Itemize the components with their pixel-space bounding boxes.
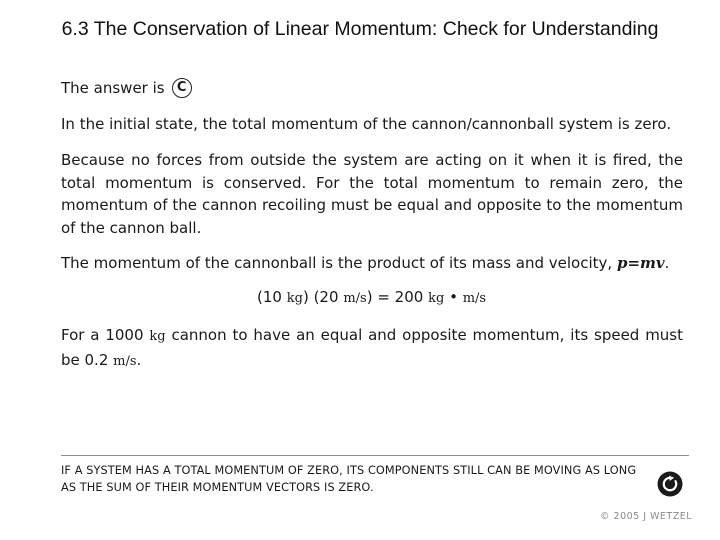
conclusion-speed-unit: m/s <box>113 353 137 369</box>
footnote-divider <box>61 455 689 456</box>
conclusion-end: . <box>136 350 142 369</box>
eq-dot: • <box>449 288 458 306</box>
eq-equals: = 200 <box>377 288 424 306</box>
conservation-paragraph: Because no forces from outside the system are acting on it when it is fired, the total momentum is conserved. For the total momentum to remain zero, the momentum of the cannon recoiling must be equal and opposite to the momentum of the cannon ball. <box>61 151 683 237</box>
conclusion-part1: For a 1000 <box>61 326 144 344</box>
initial-state-text: In the initial state, the total momentum of the cannon/cannonball system is zero. <box>61 115 672 133</box>
eq-vel-unit: m/s <box>343 291 367 306</box>
answer-letter-badge: C <box>172 78 192 98</box>
footnote-text: IF A SYSTEM HAS A TOTAL MOMENTUM OF ZERO, ITS COMPONENTS STILL CAN BE MOVING AS LONG AS THE SUM OF THEIR MOMENTUM VECTORS IS ZERO. <box>61 464 637 494</box>
eq-vel-close: ) <box>366 288 373 306</box>
answer-prefix: The answer is <box>61 79 165 97</box>
product-text: The momentum of the cannonball is the product of its mass and velocity, <box>61 254 613 272</box>
momentum-formula: p=mv <box>616 254 665 272</box>
eq-vel-open: (20 <box>313 288 339 306</box>
eq-mass-open: (10 <box>257 288 282 306</box>
replay-icon[interactable] <box>656 470 684 498</box>
eq-mass-unit: kg <box>286 291 303 306</box>
answer-line <box>61 77 192 99</box>
product-paragraph <box>61 252 669 274</box>
eq-result-unit-2: m/s <box>462 291 487 306</box>
eq-mass-close: ) <box>302 288 309 306</box>
copyright: © 2005 J WETZEL <box>600 511 693 522</box>
conclusion-part2: cannon to have an equal and opposite momentum, its speed must be 0.2 <box>61 326 684 369</box>
momentum-equation <box>257 288 486 306</box>
conclusion-mass-unit: kg <box>149 329 166 344</box>
slide-title: 6.3 The Conservation of Linear Momentum: Check for Understanding <box>61 18 659 40</box>
eq-result-unit-1: kg <box>428 291 445 306</box>
formula-period: . <box>664 254 670 272</box>
conclusion-paragraph <box>61 324 683 373</box>
